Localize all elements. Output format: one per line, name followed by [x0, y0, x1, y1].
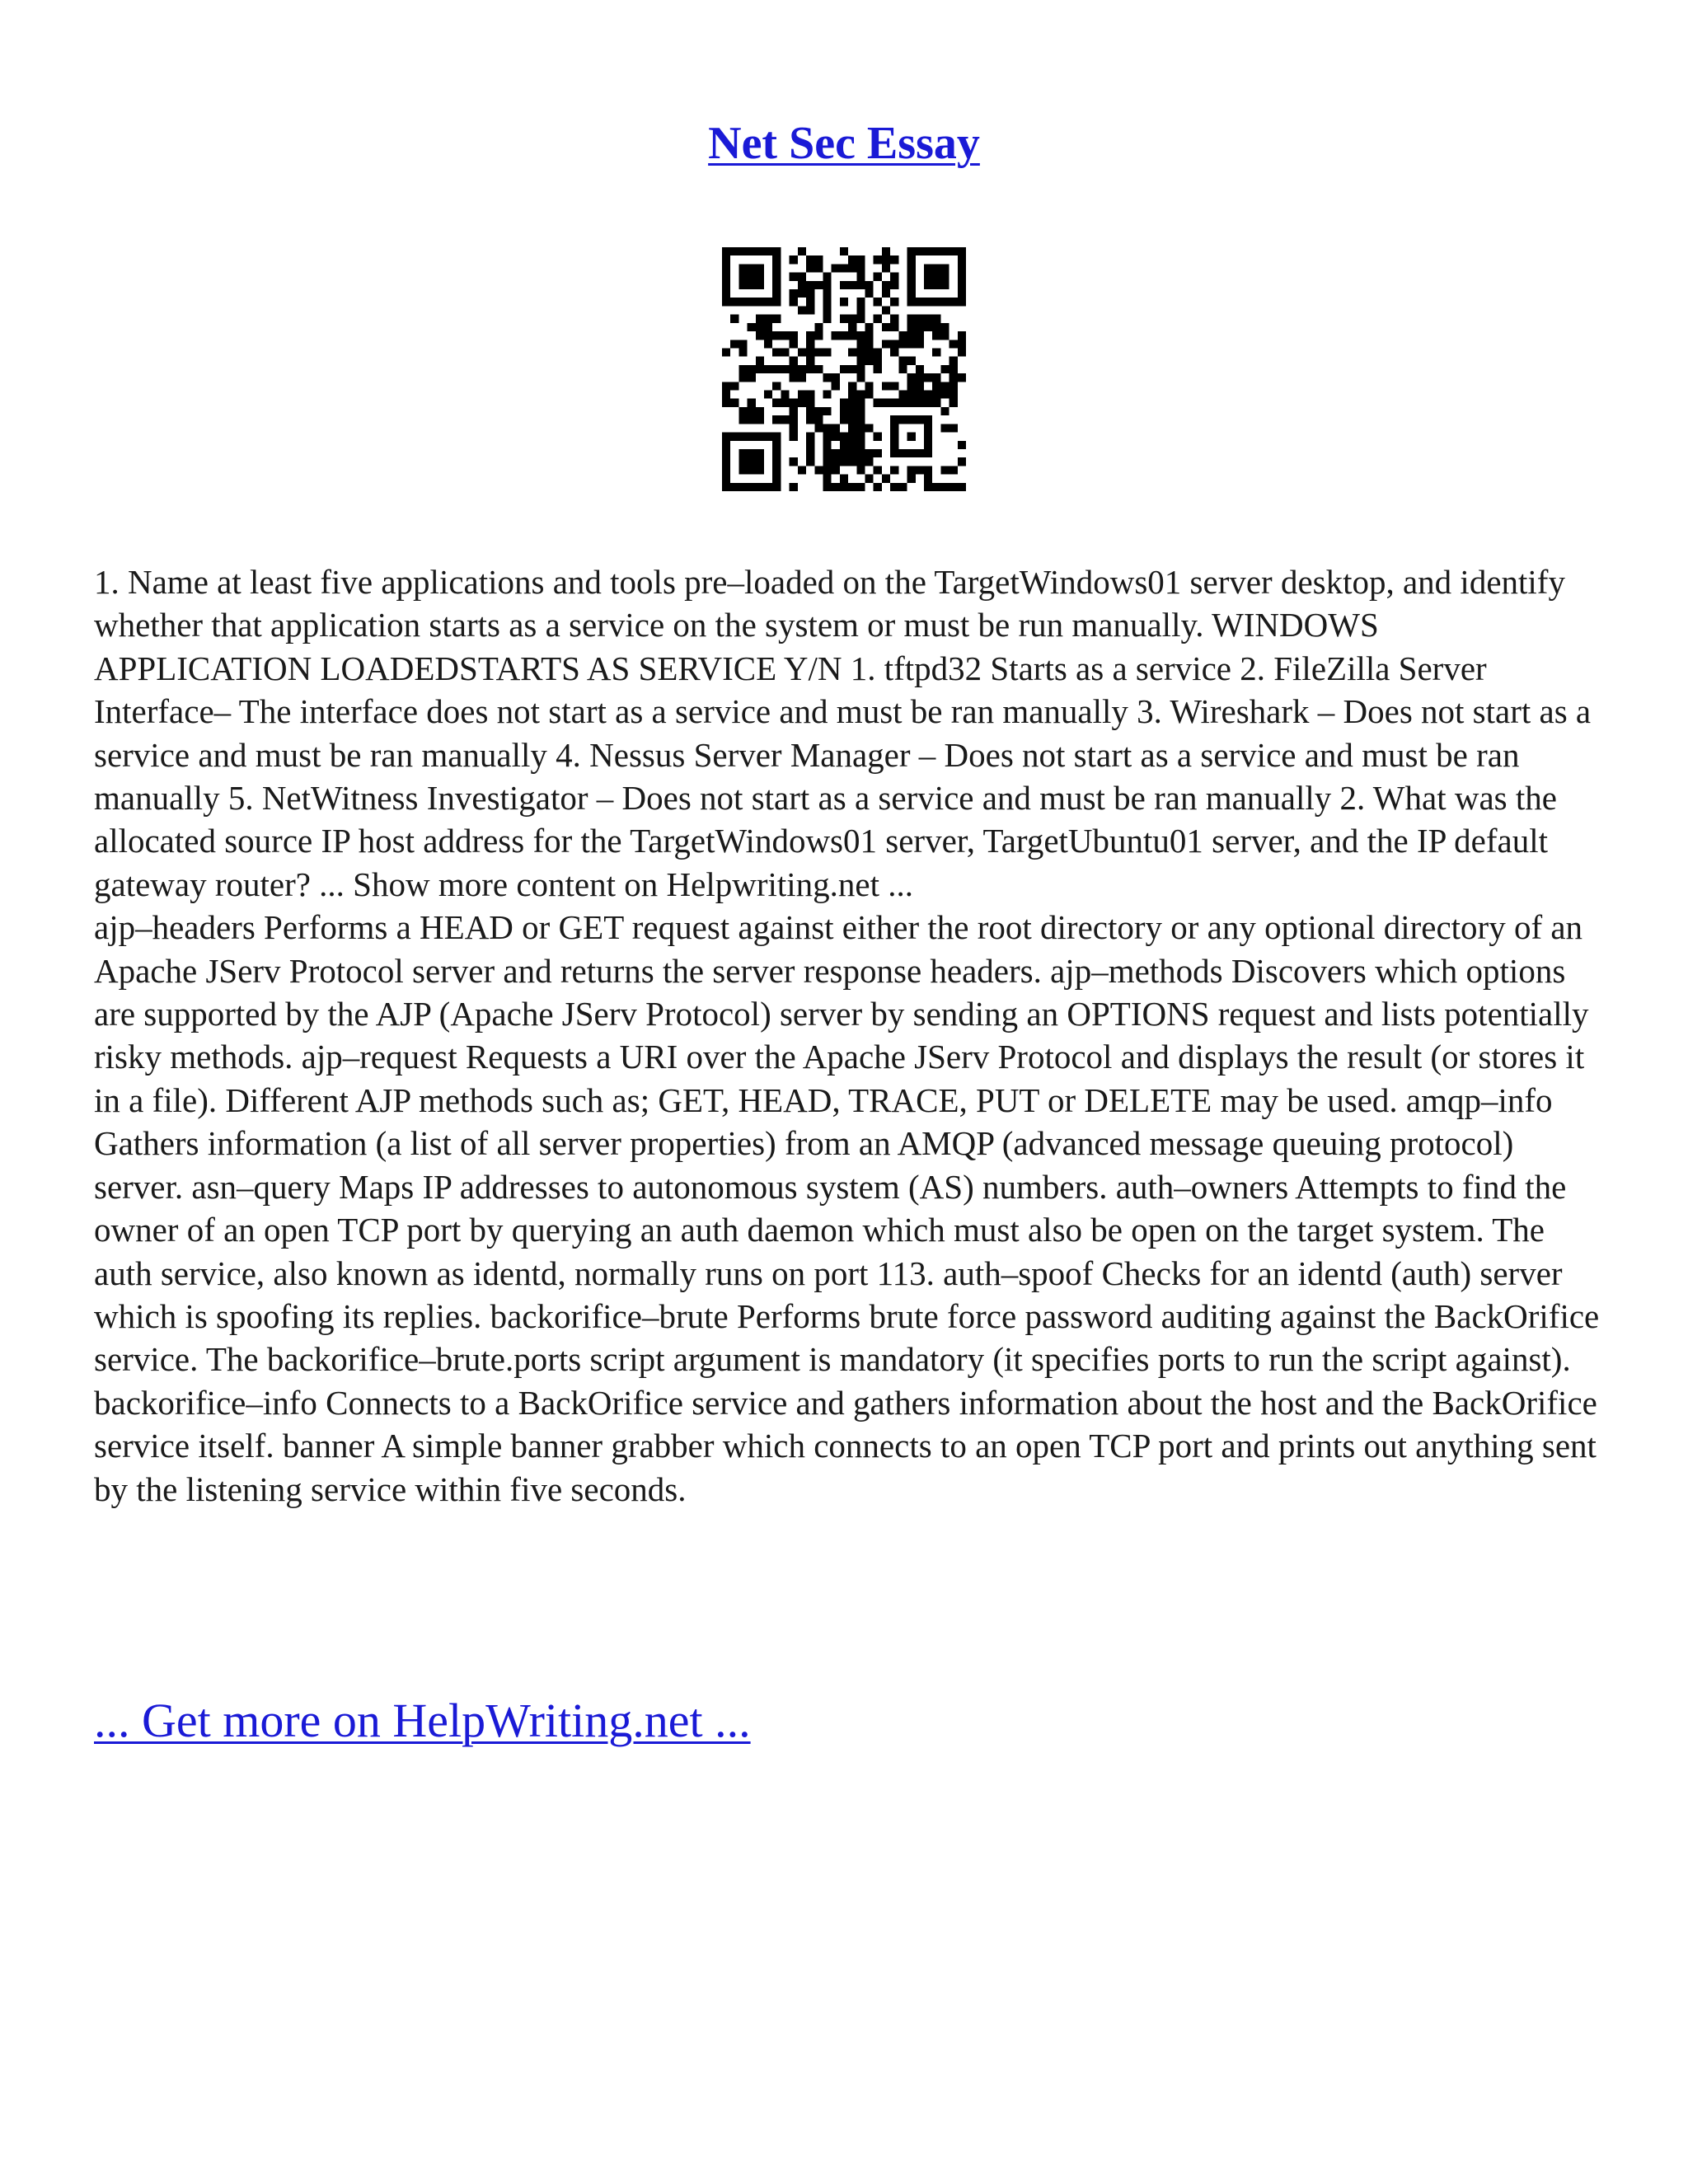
essay-body: [94, 560, 1602, 1511]
get-more-link[interactable]: ... Get more on HelpWriting.net ...: [94, 1694, 751, 1747]
essay-paragraph-2: ajp–headers Performs a HEAD or GET request against either the root directory or any optional directory of an Apache JServ Protocol server and returns the server response headers. ajp–methods Discovers which options are supported by the AJP (Apache JServ Protocol) server by sending an OPTIONS request and lists potentially risky methods. ajp–request Requests a URI over the Apache JServ Protocol and displays the result (or stores it in a file). Different AJP methods such as; GET, HEAD, TRACE, PUT or DELETE may be used. amqp–info Gathers information (a list of all server properties) from an AMQP (advanced message queuing protocol) server. asn–query Maps IP addresses to autonomous system (AS) numbers. auth–owners Attempts to find the owner of an open TCP port by querying an auth daemon which must also be open on the target system. The auth service, also known as identd, normally runs on port 113. auth–spoof Checks for an identd (auth) server which is spoofing its replies. backorifice–brute Performs brute force password auditing against the BackOrifice service. The backorifice–brute.ports script argument is mandatory (it specifies ports to run the script against). backorifice–info Connects to a BackOrifice service and gathers information about the host and the BackOrifice service itself. banner A simple banner grabber which connects to an open TCP port and prints out anything sent by the listening service within five seconds.: [94, 908, 1600, 1508]
page-title: [0, 114, 1688, 173]
get-more-link-container: [94, 1691, 751, 1750]
essay-paragraph-1: 1. Name at least five applications and tools pre–loaded on the TargetWindows01 server desktop, and identify whether that application starts as a service on the system or must be run manually. WINDOWS APPLICATION LOADEDSTARTS AS SERVICE Y/N 1. tftpd32 Starts as a service 2. FileZilla Server Interface– The interface does not start as a service and must be ran manually 3. Wireshark – Does not start as a service and must be ran manually 4. Nessus Server Manager – Does not start as a service and must be ran manually 5. NetWitness Investigator – Does not start as a service and must be ran manually 2. What was the allocated source IP host address for the TargetWindows01 server, TargetUbuntu01 server, and the IP default gateway router? ... Show more content on Helpwriting.net ...: [94, 563, 1592, 903]
title-link[interactable]: Net Sec Essay: [708, 118, 980, 169]
qr-code-icon: [722, 247, 966, 491]
